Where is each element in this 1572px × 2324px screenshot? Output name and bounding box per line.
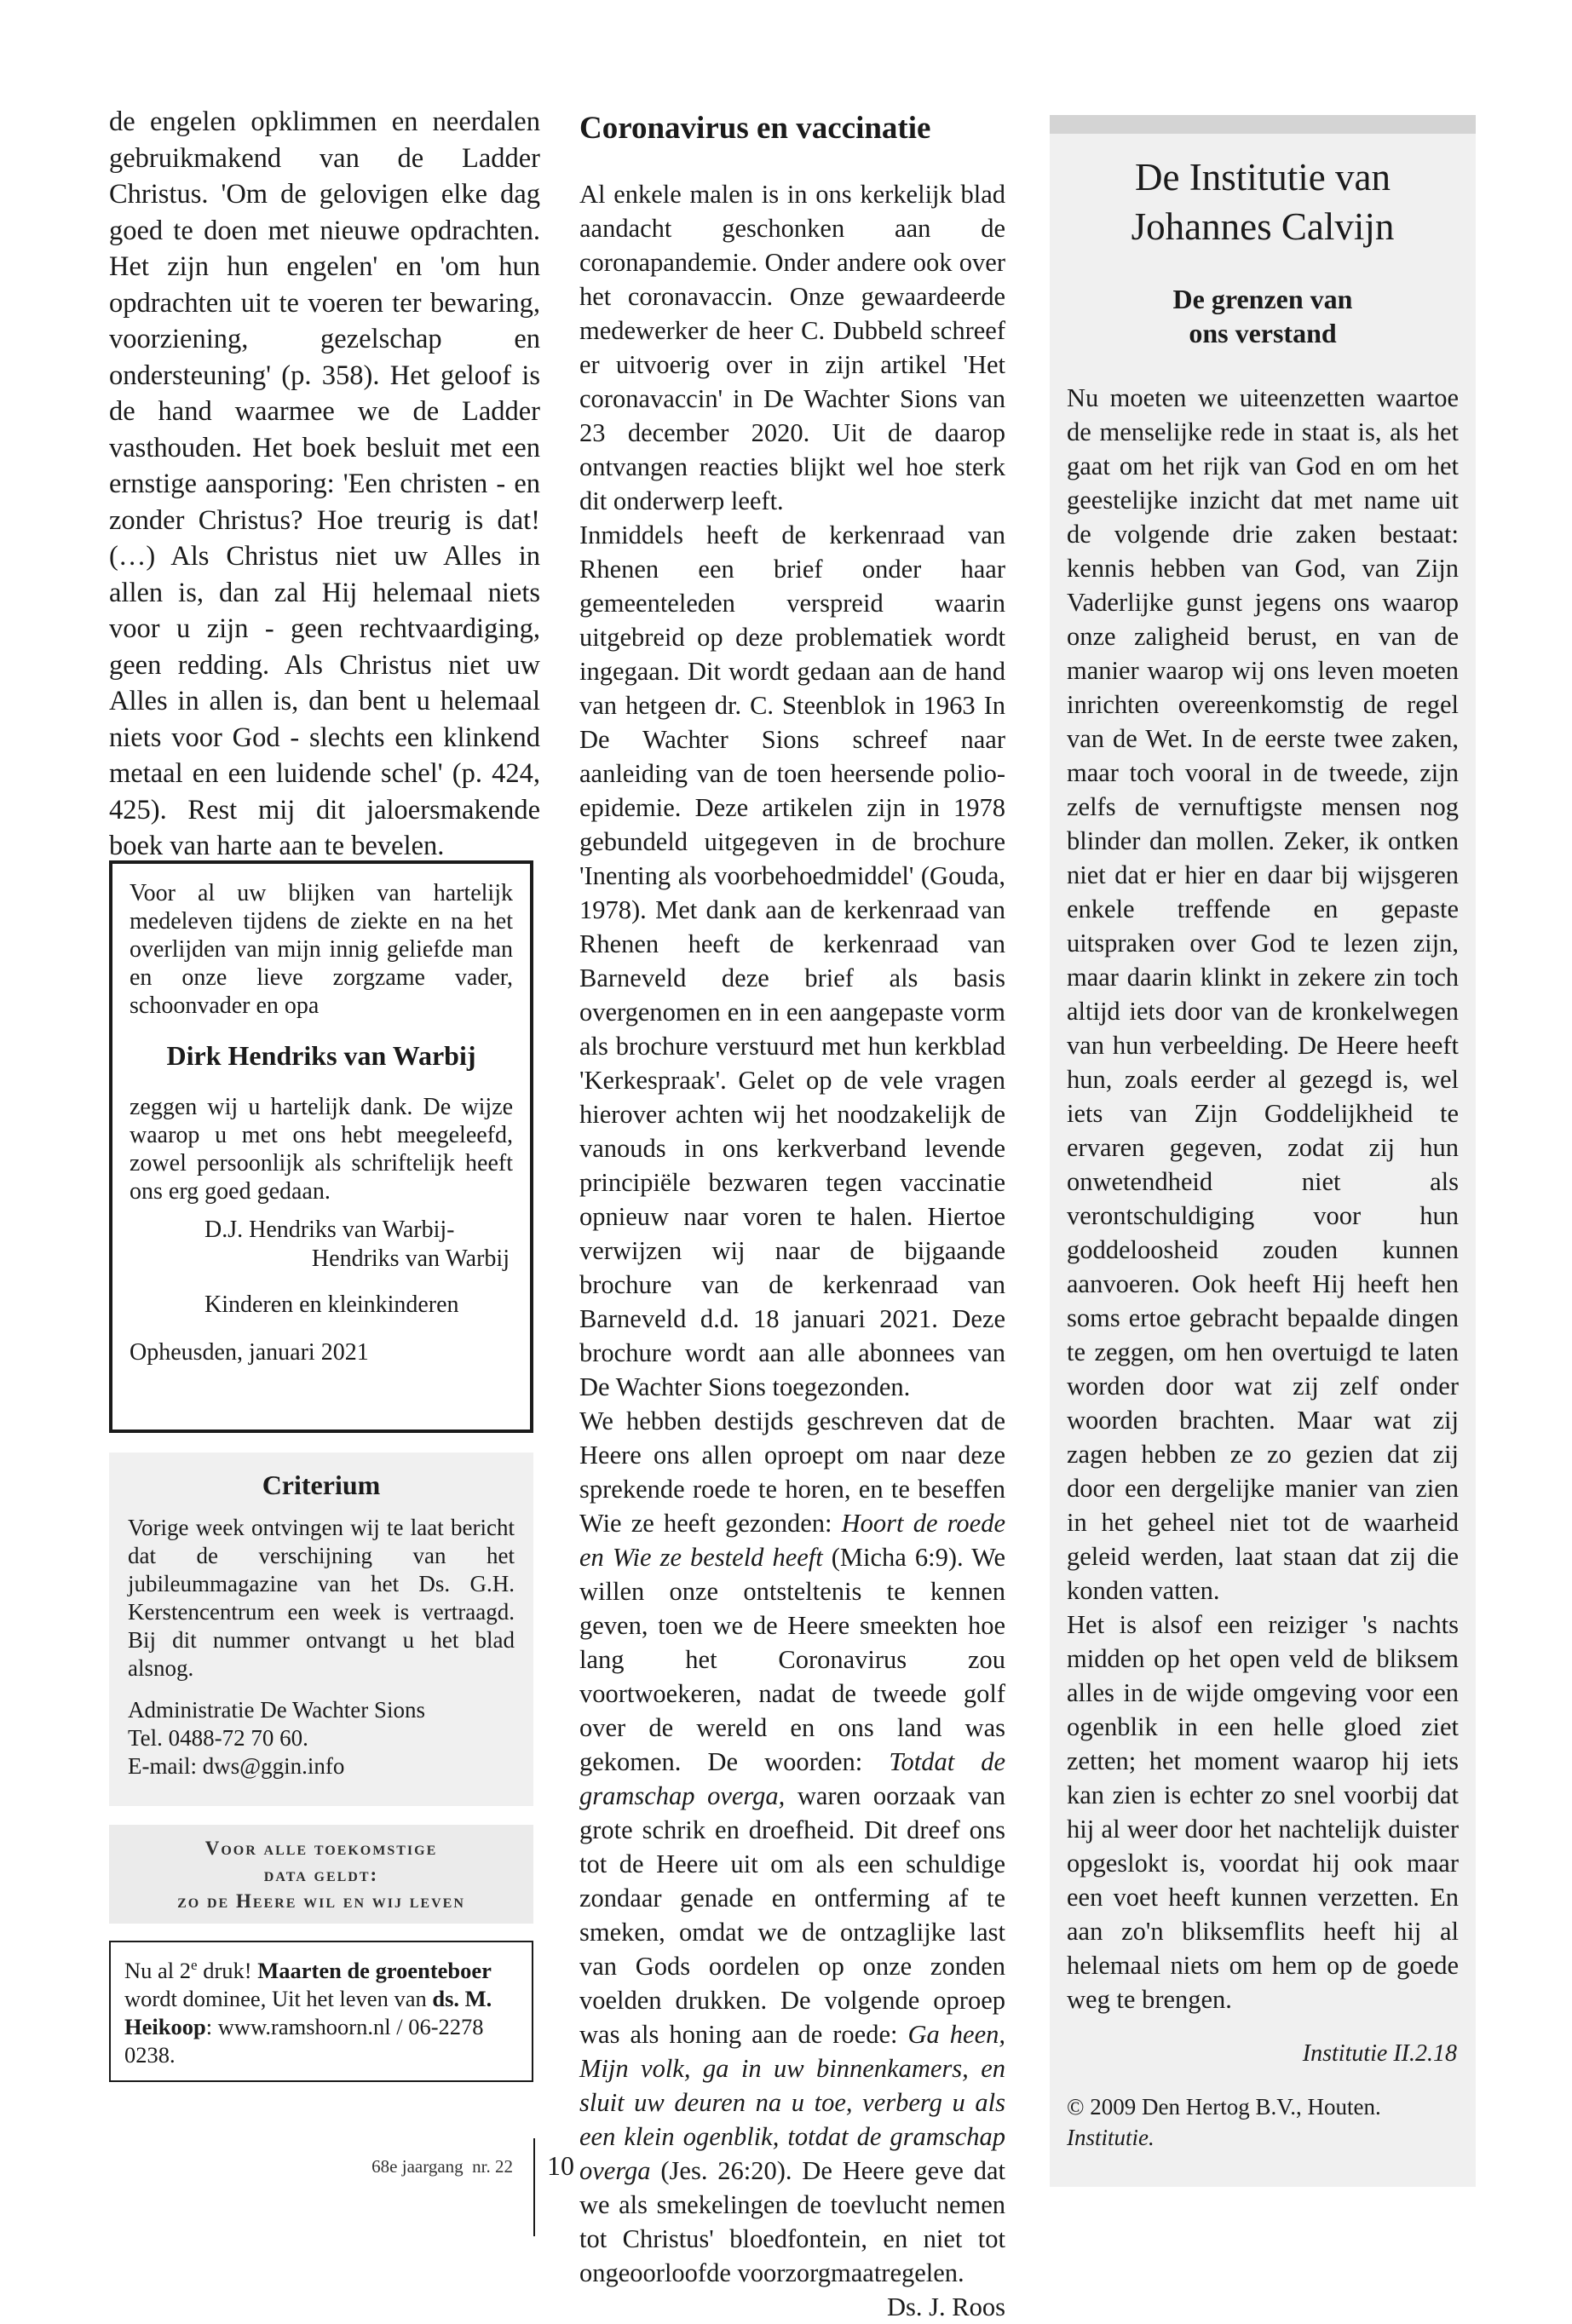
copyright-line: © 2009 Den Hertog B.V., Houten. — [1067, 2094, 1381, 2120]
footer-divider — [533, 2138, 535, 2236]
column-1-text — [109, 104, 540, 865]
book-ad-after-sup: druk! — [197, 1957, 258, 1983]
book-ad-title: Maarten de groenteboer — [257, 1957, 492, 1983]
copyright-title: Institutie. — [1067, 2125, 1155, 2150]
admin-name: Administratie De Wachter Sions — [128, 1697, 426, 1723]
institutie-subtitle-line-2: ons verstand — [1189, 318, 1337, 348]
article-corona — [579, 109, 1005, 2324]
future-line-1: Voor alle toekomstige — [204, 1838, 438, 1859]
p3-quote-2: Totdat de gramschap overga, — [579, 1747, 1005, 1810]
signature-children: Kinderen en kleinkinderen — [204, 1291, 459, 1318]
article-paragraph-3 — [579, 1404, 1005, 2290]
admin-email: E-mail: dws@ggin.info — [128, 1753, 345, 1779]
article-paragraph-1: Al enkele malen is in ons kerkelijk blad aandacht geschonken aan de coronapandemie. Onder andere ook over het coronavaccin. Onze gewaardeerde medewerker de heer C. Dubbeld schreef er uitvoerig over in zijn artikel 'Het coronavaccin' in De Wachter Sions van 23 december 2020. Uit de daarop ontvangen reacties blijkt wel hoe sterk dit onderwerp leeft. — [579, 180, 1005, 515]
thanks-notice — [109, 860, 533, 1433]
institutie-subtitle — [1067, 282, 1459, 350]
signature-line-2: Hendriks van Warbij — [311, 1245, 510, 1272]
institutie-source: Institutie II.2.18 — [1302, 2040, 1457, 2067]
p3-part-b: (Micha 6:9). We willen onze ontsteltenis te kennen geven, toen we de Heere smeekten hoe lang het Coronavirus zou voortwoekeren, nadat de tweede golf over de wereld en ons land was gekomen. De woorden: — [579, 1543, 1005, 1776]
thanks-intro: Voor al uw blijken van hartelijk medeleven tijdens de ziekte en na het overlijden van mijn innig geliefde man en onze lieve zorgzame vader, schoonvader en opa — [130, 880, 513, 1019]
book-ad-prefix: Nu al 2 — [124, 1957, 192, 1983]
institutie-sidebar — [1050, 115, 1476, 2187]
signature-line-1: D.J. Hendriks van Warbij- — [204, 1217, 455, 1243]
institutie-paragraph-2: Het is alsof een reiziger 's nachts midden op het open veld de bliksem alles in de wijde omgeving voor een ogenblik in een helle gloed ziet zetten; het moment waarop hij iets kan zien is echter zo snel voorbij dat hij al weer door het nachtelijk duister opgeslokt is, voordat hij ook maar een voet heeft kunnen verzetten. En aan zo'n bliksemflits heeft hij al helemaal niets om hem op de goede weg te brengen. — [1067, 1610, 1459, 2014]
footer-volume: 68e jaargang nr. 22 — [371, 2156, 513, 2177]
book-advertisement — [109, 1941, 533, 2082]
p3-quote-1: Hoort de roede en Wie ze besteld heeft — [579, 1509, 1005, 1572]
institutie-copyright — [1067, 2091, 1459, 2153]
p3-part-d: (Jes. 26:20). De Heere geve dat we als smekelingen de toevlucht nemen tot Christus' bloedfontein, en niet tot ongeoorloofde voorzorgmaatregelen. — [579, 2156, 1005, 2287]
thanks-body: zeggen wij u hartelijk dank. De wijze waarop u met ons hebt meegeleefd, zowel persoonlijk als schriftelijk heeft ons erg goed gedaan. — [130, 1094, 513, 1205]
article-heading: Coronavirus en vaccinatie — [579, 111, 931, 146]
future-dates-box — [109, 1825, 533, 1924]
institutie-title-line-2: Johannes Calvijn — [1131, 205, 1395, 248]
page-number: 10 — [547, 2150, 574, 2181]
place-date: Opheusden, januari 2021 — [130, 1339, 369, 1366]
admin-tel: Tel. 0488-72 70 60. — [128, 1725, 308, 1751]
article-paragraph-2: Inmiddels heeft de kerkenraad van Rhenen een brief onder haar gemeenteleden verspreid waarin uitgebreid op deze problematiek wordt ingegaan. Dit wordt gedaan aan de hand van hetgeen dr. C. Steenblok in 1963 In De Wachter Sions schreef naar aanleiding van de toen heersende polio-epidemie. Deze artikelen zijn in 1978 gebundeld uitgegeven in de brochure 'Inenting als voorbehoedmiddel' (Gouda, 1978). Met dank aan de kerkenraad van Rhenen heeft de kerkenraad van Barneveld deze brief als basis overgenomen en in een aangepaste vorm als brochure verstuurd met hun kerkblad 'Kerkespraak'. Gelet op de vele vragen hierover achten wij het noodzakelijk de vanouds in ons kerkverband levende principiële bezwaren tegen vaccinatie opnieuw naar voren te halen. Hiertoe verwijzen wij naar de bijgaande brochure van de kerkenraad van Barneveld d.d. 18 januari 2021. Deze brochure wordt aan alle abonnees van De Wachter Sions toegezonden. — [579, 521, 1005, 1401]
book-ad-contact: : www.ramshoorn.nl / 06-2278 0238. — [124, 2013, 484, 2068]
book-review-ending: de engelen opklimmen en neerdalen gebruikmakend van de Ladder Christus. 'Om de gelovigen elke dag goed te doen met nieuwe opdrachten. Het zijn hun engelen' en 'om hun opdrachten uit te voeren ter bewaring, voorziening, gezelschap en ondersteuning' (p. 358). Het geloof is de hand waarmee we de Ladder vasthouden. Het boek besluit met een ernstige aansporing: 'Een christen - en zonder Christus? Hoe treurig is dat! (…) Als Christus niet uw Alles in allen is, dan zal Hij helemaal niets voor u zijn - geen rechtvaardiging, geen redding. Als Christus niet uw Alles in allen is, dan bent u helemaal niets voor God - slechts een klinkend metaal en een luidende schel' (p. 424, 425). Rest mij dit jaloersmakende boek van harte aan te bevelen. — [109, 106, 540, 861]
book-ad-middle: wordt dominee, Uit het leven van — [124, 1985, 433, 2011]
p3-quote-3: Ga heen, Mijn volk, ga in uw binnenkamers, en sluit uw deuren na u toe, verberg u als een klein ogenblik, totdat de gramschap overga — [579, 2020, 1005, 2185]
institutie-subtitle-line-1: De grenzen van — [1172, 284, 1353, 314]
institutie-title — [1067, 152, 1459, 251]
deceased-name: Dirk Hendriks van Warbij — [166, 1040, 476, 1071]
institutie-title-line-1: De Institutie van — [1135, 156, 1391, 198]
article-signoff: Ds. J. Roos — [887, 2292, 1005, 2321]
book-ad-sup: e — [191, 1957, 198, 1973]
future-line-3: zo de Heere wil en wij leven — [177, 1890, 465, 1912]
p3-part-a: We hebben destijds geschreven dat de Heere ons allen oproept om naar deze sprekende roede te horen, en te beseffen Wie ze heeft gezonden: — [579, 1406, 1005, 1538]
p3-part-c: waren oorzaak van grote schrik en droefheid. Dit dreef ons tot de Heere uit om als een schuldige zondaar genade en ontferming af te smeken, omdat we de ontzaglijke last van Gods oordelen op onze zonden voelden drukken. De volgende oproep was als honing aan de roede: — [579, 1781, 1005, 2049]
book-ad-author: ds. M. Heikoop — [124, 1985, 492, 2039]
criterium-heading: Criterium — [262, 1470, 381, 1500]
future-line-2: data geldt: — [263, 1864, 379, 1885]
criterium-notice — [109, 1452, 533, 1806]
institutie-paragraph-1: Nu moeten we uiteenzetten waartoe de menselijke rede in staat is, als het gaat om het rijk van God en om het geestelijke inzicht dat met name uit de volgende drie zaken bestaat: kennis hebben van God, van Zijn Vaderlijke gunst jegens ons waarop onze zaligheid berust, en van de manier waarop wij ons leven moeten inrichten overeenkomstig de regel van de Wet. In de eerste twee zaken, maar toch vooral in de tweede, zijn zelfs de vernuftigste mensen nog blinder dan mollen. Zeker, ik ontken niet dat er hier en daar bij wijsgeren enkele treffende en gepaste uitspraken over God te lezen zijn, maar daarin klinkt in zekere zin toch altijd iets door van de kronkelwegen van hun verbeelding. De Heere heeft hun, zoals eerder al gezegd is, wel iets van Zijn Goddelijkheid te ervaren gegeven, zodat zij hun onwetendheid niet als verontschuldiging voor hun goddeloosheid zouden kunnen aanvoeren. Ook heeft Hij heeft hen soms ertoe gebracht bepaalde dingen te zeggen, om hen overtuigd te laten worden door wat zij zelf onder woorden brachten. Maar wat zij zagen hebben ze zo gezien dat zij door een dergelijke manier van zien in het geheel niet tot de waarheid geleid werden, laat staan dat zij die konden vatten. — [1067, 383, 1459, 1605]
criterium-text: Vorige week ontvingen wij te laat bericht dat de verschijning van het jubileummagazine van het Ds. G.H. Kerstencentrum een week is vertraagd. Bij dit nummer ontvangt u het blad alsnog. — [128, 1515, 515, 1681]
